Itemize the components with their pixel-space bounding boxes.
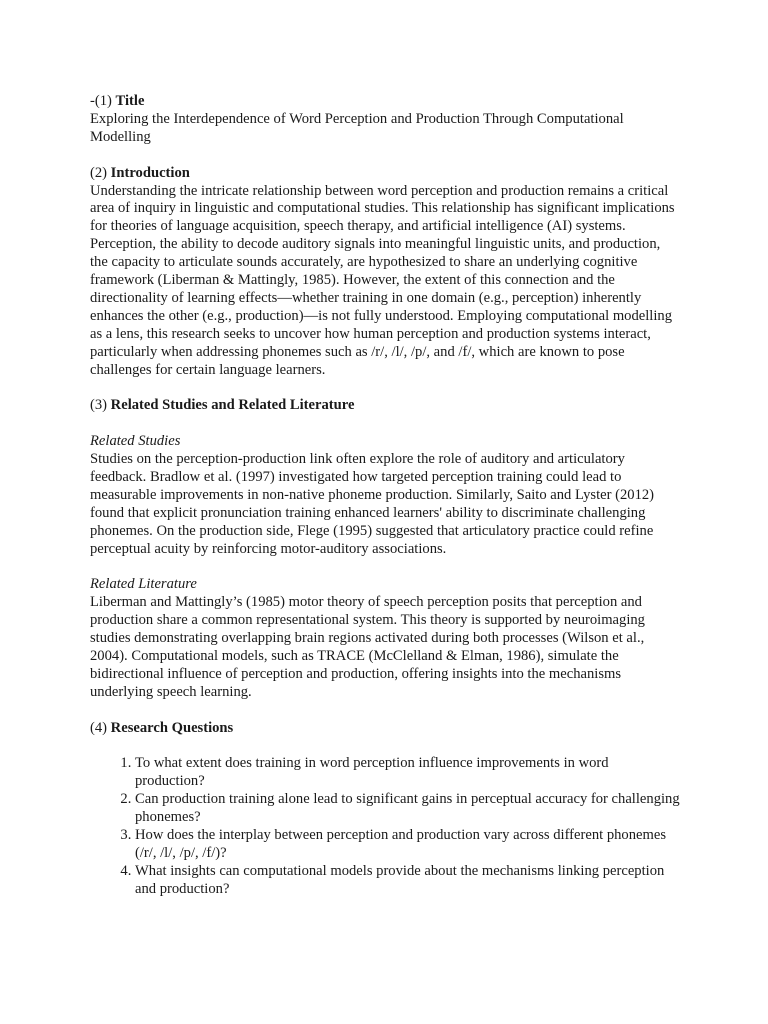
related-studies-heading: Related Studies (90, 433, 181, 450)
introduction-prefix: (2) (90, 164, 111, 181)
research-questions-list (90, 755, 680, 898)
related-heading-text: Related Studies and Related Literature (110, 397, 355, 414)
related-literature-heading: Related Literature (90, 576, 197, 593)
research-questions-prefix: (4) (90, 719, 111, 736)
list-item: 3. How does the interplay between perception and production vary across different phonemes (/r/, /l/, /p/, /f/)? (135, 827, 680, 863)
title-section-heading (90, 93, 680, 111)
research-questions-heading (90, 720, 680, 738)
title-prefix: -(1) (90, 93, 116, 109)
introduction-heading (90, 165, 680, 183)
list-item: 4. What insights can computational models provide about the mechanisms linking perception and production? (135, 863, 680, 899)
list-item: 2. Can production training alone lead to significant gains in perceptual accuracy for challenging phonemes? (135, 791, 680, 827)
research-questions-heading-text: Research Questions (110, 719, 234, 736)
related-studies-paragraph: Studies on the perception-production link often explore the role of auditory and articulatory feedback. Bradlow et al. (1997) investigated how targeted perception training could lead to measurable improvements in non-native phoneme production. Similarly, Saito and Lyster (2012) found that explicit pronunciation training enhanced learners' ability to discriminate challenging phonemes. On the production side, Flege (1995) suggested that articulatory practice could refine perceptual acuity by reinforcing motor-auditory associations. (90, 451, 655, 557)
title-text: Exploring the Interdependence of Word Perception and Production Through Computational Modelling (90, 110, 624, 145)
related-heading (90, 397, 680, 415)
title-heading: Title (115, 93, 145, 109)
introduction-paragraph: Understanding the intricate relationship between word perception and production remains a critical area of inquiry in linguistic and computational studies. This relationship has significant implications for theories of language acquisition, speech therapy, and artificial intelligence (AI) systems. Perception, the ability to decode auditory signals into meaningful linguistic units, and production, the capacity to articulate sounds accurately, are hypothesized to share an underlying cognitive framework (Liberman & Mattingly, 1985). However, the extent of this connection and the directionality of learning effects—whether training in one domain (e.g., perception) inherently enhances the other (e.g., production)—is not fully understood. Employing computational modelling as a lens, this research seeks to uncover how human perception and production systems interact, particularly when addressing phonemes such as /r/, /l/, /p/, and /f/, which are known to pose challenges for certain language learners. (90, 182, 675, 378)
related-prefix: (3) (90, 397, 111, 414)
list-item: 1. To what extent does training in word perception influence improvements in word production? (135, 755, 680, 791)
document-page (90, 93, 680, 899)
introduction-heading-text: Introduction (110, 164, 190, 181)
related-literature-paragraph: Liberman and Mattingly’s (1985) motor theory of speech perception posits that perception and production share a common representational system. This theory is supported by neuroimaging studies demonstrating overlapping brain regions activated during both processes (Wilson et al., 2004). Computational models, such as TRACE (McClelland & Elman, 1986), simulate the bidirectional influence of perception and production, offering insights into the mechanisms underlying speech learning. (90, 594, 645, 700)
